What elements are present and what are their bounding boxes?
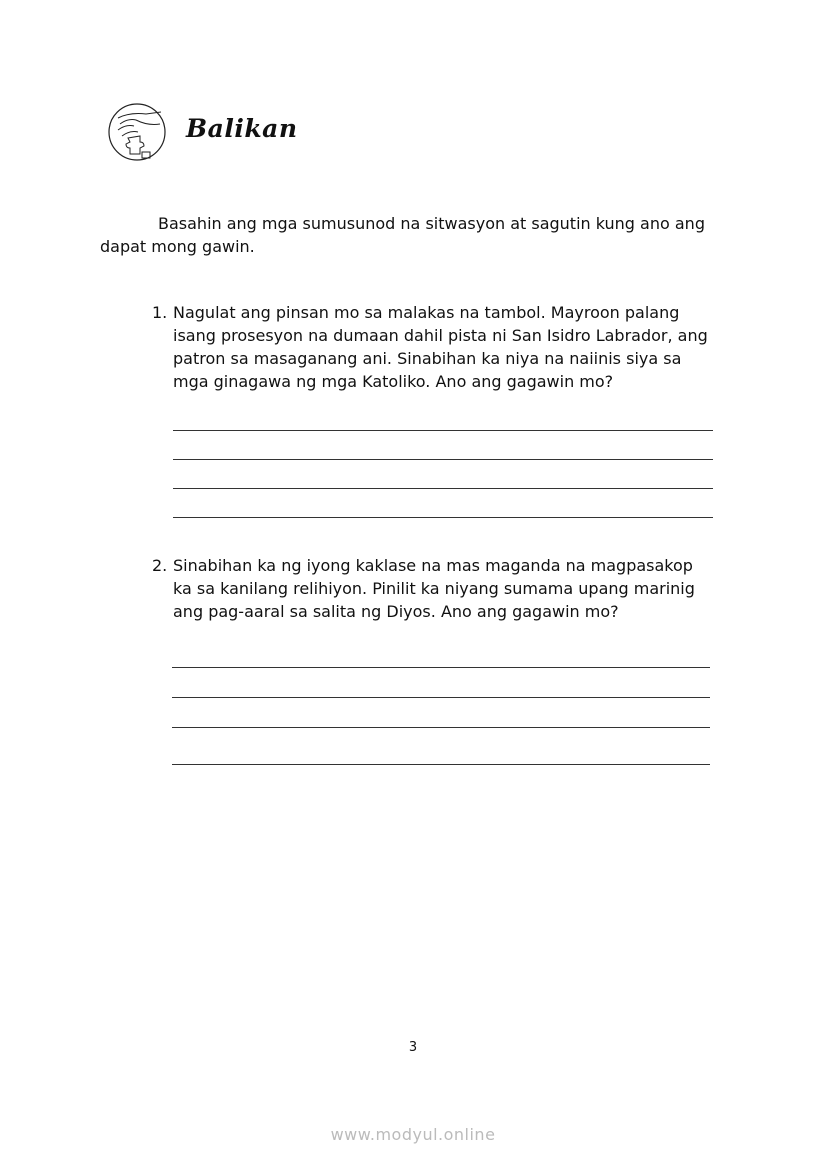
question-line: mga ginagawa ng mga Katoliko. Ano ang gagawin mo? (173, 372, 614, 391)
answer-line[interactable] (172, 764, 710, 765)
hand-puzzle-icon (106, 102, 168, 162)
page-number: 3 (408, 1040, 418, 1055)
question-number: 1. (152, 303, 168, 322)
watermark: www.modyul.online (330, 1125, 496, 1144)
question-1-text (173, 301, 708, 393)
section-title: Balikan (186, 114, 298, 143)
answer-line[interactable] (172, 727, 710, 728)
question-2-text (173, 554, 695, 623)
instructions-line-1: Basahin ang mga sumusunod na sitwasyon at sagutin kung ano ang (158, 214, 705, 233)
question-line: isang prosesyon na dumaan dahil pista ni San Isidro Labrador, ang (173, 326, 708, 345)
answer-line[interactable] (172, 667, 710, 668)
answer-line[interactable] (172, 697, 710, 698)
answer-line[interactable] (173, 459, 713, 460)
question-line: ang pag-aaral sa salita ng Diyos. Ano ang gagawin mo? (173, 602, 619, 621)
question-line: Sinabihan ka ng iyong kaklase na mas maganda na magpasakop (173, 556, 693, 575)
question-line: patron sa masaganang ani. Sinabihan ka niya na naiinis siya sa (173, 349, 682, 368)
answer-line[interactable] (173, 517, 713, 518)
instructions-line-2: dapat mong gawin. (100, 237, 255, 256)
answer-line[interactable] (173, 488, 713, 489)
answer-line[interactable] (173, 430, 713, 431)
question-line: Nagulat ang pinsan mo sa malakas na tambol. Mayroon palang (173, 303, 680, 322)
question-line: ka sa kanilang relihiyon. Pinilit ka niyang sumama upang marinig (173, 579, 695, 598)
question-number: 2. (152, 556, 168, 575)
